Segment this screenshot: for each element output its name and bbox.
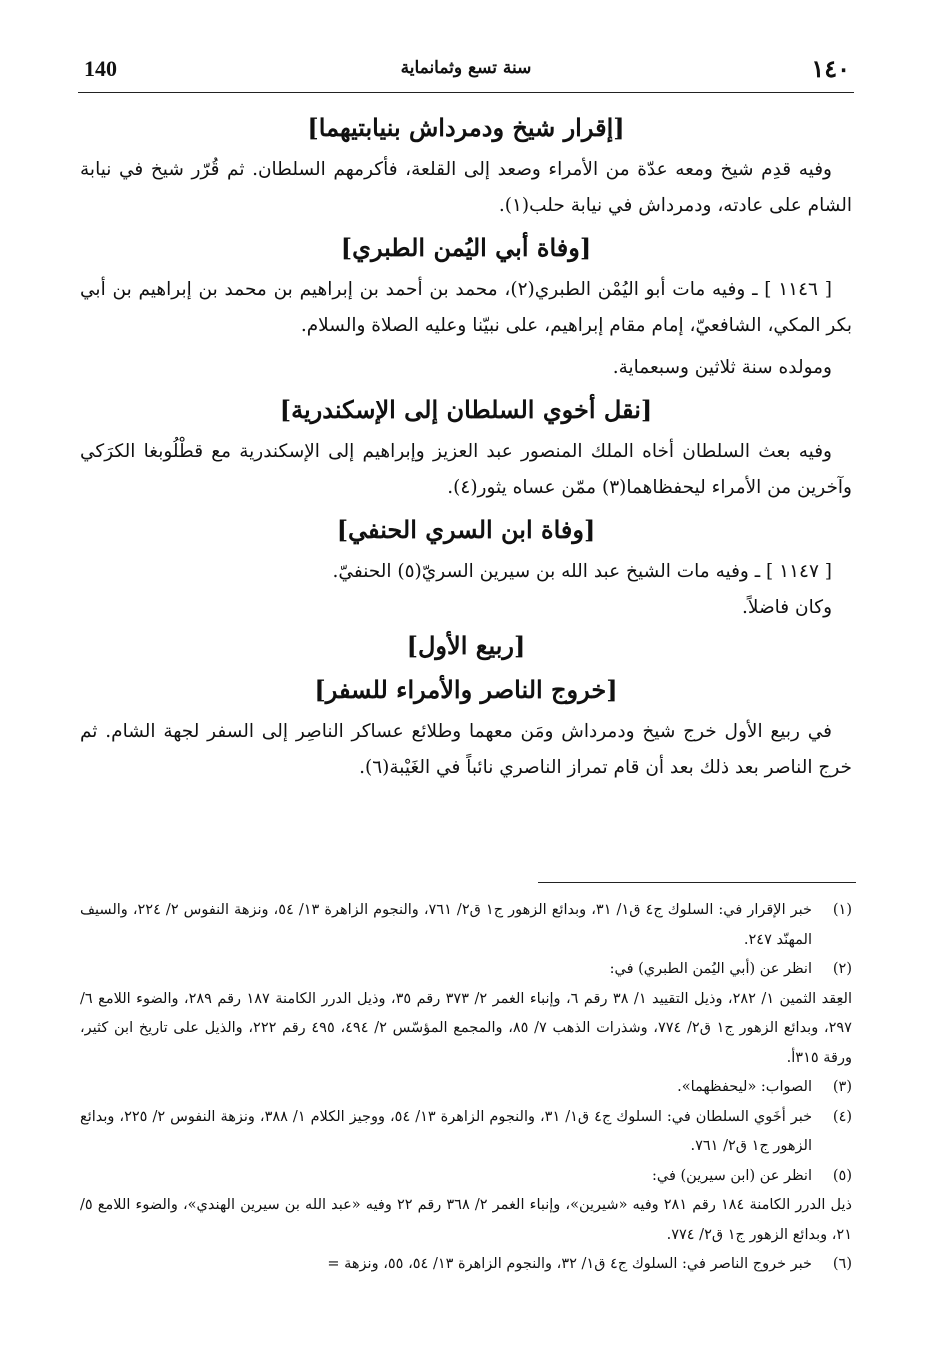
section-heading: [وفاة أبي اليُمن الطبري] [340,233,592,262]
section-heading: [خروج الناصر والأمراء للسفر] [314,675,618,704]
footnote-mark: (٤) [832,1108,853,1125]
footnote-divider [538,882,856,883]
running-title: سنة تسع وثمانماية [400,58,532,78]
paragraph: ومولده سنة ثلاثين وسبعماية. [612,357,832,378]
footnote-text: خبر خروج الناصر في: السلوك ج٤ ق١/ ٣٢، والنجوم الزاهرة ١٣/ ٥٤، ٥٥، ونزهة = [327,1256,812,1272]
footnote [80,896,852,955]
section-heading: [إقرار شيخ ودمرداش بنيابتيهما] [307,113,625,142]
paragraph: [ ١١٤٧ ] ـ وفيه مات الشيخ عبد الله بن سيرين السريّ(٥) الحنفيّ. [332,561,832,582]
footnote-mark: (٢) [832,961,852,977]
paragraph: في ربيع الأول خرج شيخ ودمرداش ومَن معهما وطلائع عساكر الناصِر إلى السفر لجهة الشام. ثم خرج الناصر بعد ذلك بعد أن قام تمراز الناصري نائباً في الغَيْبة(٦). [80,721,852,778]
month-heading: [ربيع الأول] [406,631,526,660]
page-number-latin: 140 [84,56,117,81]
footnote-mark: (٥) [832,1167,852,1184]
paragraph: وفيه قدِم شيخ ومعه عدّة من الأمراء وصعد إلى القلعة، فأكرمهم السلطان. ثم قُرّر شيخ في نيابة الشام على عادته، ودمرداش في نيابة حلب(١). [80,159,852,216]
paragraph: [ ١١٤٦ ] ـ وفيه مات أبو اليُمْن الطبري(٢)، محمد بن أحمد بن إبراهيم بن محمد بن إبراهيم بن أبي بكر المكي، الشافعيّ، إمام مقام إبراهيم، على نبيّنا وعليه الصلاة والسلام. [80,279,852,336]
footnote-text: انظر عن (أبي اليُمن الطبري) في: [609,961,812,977]
section-heading: [نقل أخوي السلطان إلى الإسكندرية] [279,395,653,424]
paragraph: وكان فاضلاً. [742,597,832,618]
footnote [80,1073,852,1103]
page-number-arabic: ١٤٠ [811,54,850,83]
footnote-mark: (٦) [832,1256,852,1272]
paragraph: وفيه بعث السلطان أخاه الملك المنصور عبد العزيز وإبراهيم إلى الإسكندرية مع قطْلُوبغا الكرَكي وآخرين من الأمراء ليحفظاهما(٣) ممّن عساه يثور(٤). [80,441,852,498]
footnote-text: الصواب: «ليحفظهما». [677,1079,812,1095]
footnote [80,955,852,1073]
main-text [80,104,852,786]
footnote-text: العِقد الثمين ١/ ٢٨٢، وذيل التقييد ١/ ٣٨ رقم ٦، وإنباء الغمر ٢/ ٣٧٣ رقم ٣٥، وذيل الدرر الكامنة ١٨٧ رقم ٢٨٩، والضوء اللامع ٦/ ٢٩٧، وبدائع الزهور ج١ ق٢/ ٧٧٤، وشذرات الذهب ٧/ ٨٥، والمجمع المؤسّس ٢/ ٤٩٤، ٤٩٥ رقم ٢٢٢، والذيل على تاريخ ابن كثير، ورقة ٣١٥أ. [80,990,852,1066]
page-header [78,52,854,93]
footnotes [80,896,852,1280]
footnote-mark: (١) [832,902,852,918]
section-heading: [وفاة ابن السري الحنفي] [336,515,596,544]
footnote [80,1103,852,1162]
footnote-text: خبر الإقرار في: السلوك ج٤ ق١/ ٣١، وبدائع الزهور ج١ ق٢/ ٧٦١، والنجوم الزاهرة ١٣/ ٥٤، ونزهة النفوس ٢/ ٢٢٤، والسيف المهنّد ٢٤٧. [80,902,812,948]
footnote-mark: (٣) [832,1079,852,1095]
footnote-text: انظر عن (ابن سيرين) في: [651,1167,812,1184]
footnote [80,1162,852,1251]
footnote-text: ذيل الدرر الكامنة ١٨٤ رقم ٢٨١ وفيه «شيرين»، وإنباء الغمر ٢/ ٣٦٨ رقم ٢٢ وفيه «عبد الله بن سيرين الهندي»، والضوء اللامع ٥/ ٢١، وبدائع الزهور ج١ ق٢/ ٧٧٤. [80,1197,853,1243]
footnote-text: خبر أخَوي السلطان في: السلوك ج٤ ق١/ ٣١، والنجوم الزاهرة ١٣/ ٥٤، ووجيز الكلام ١/ ٣٨٨، ونزهة النفوس ٢/ ٢٢٥، وبدائع الزهور ج١ ق٢/ ٧٦١. [80,1108,813,1154]
footnote [80,1250,852,1280]
